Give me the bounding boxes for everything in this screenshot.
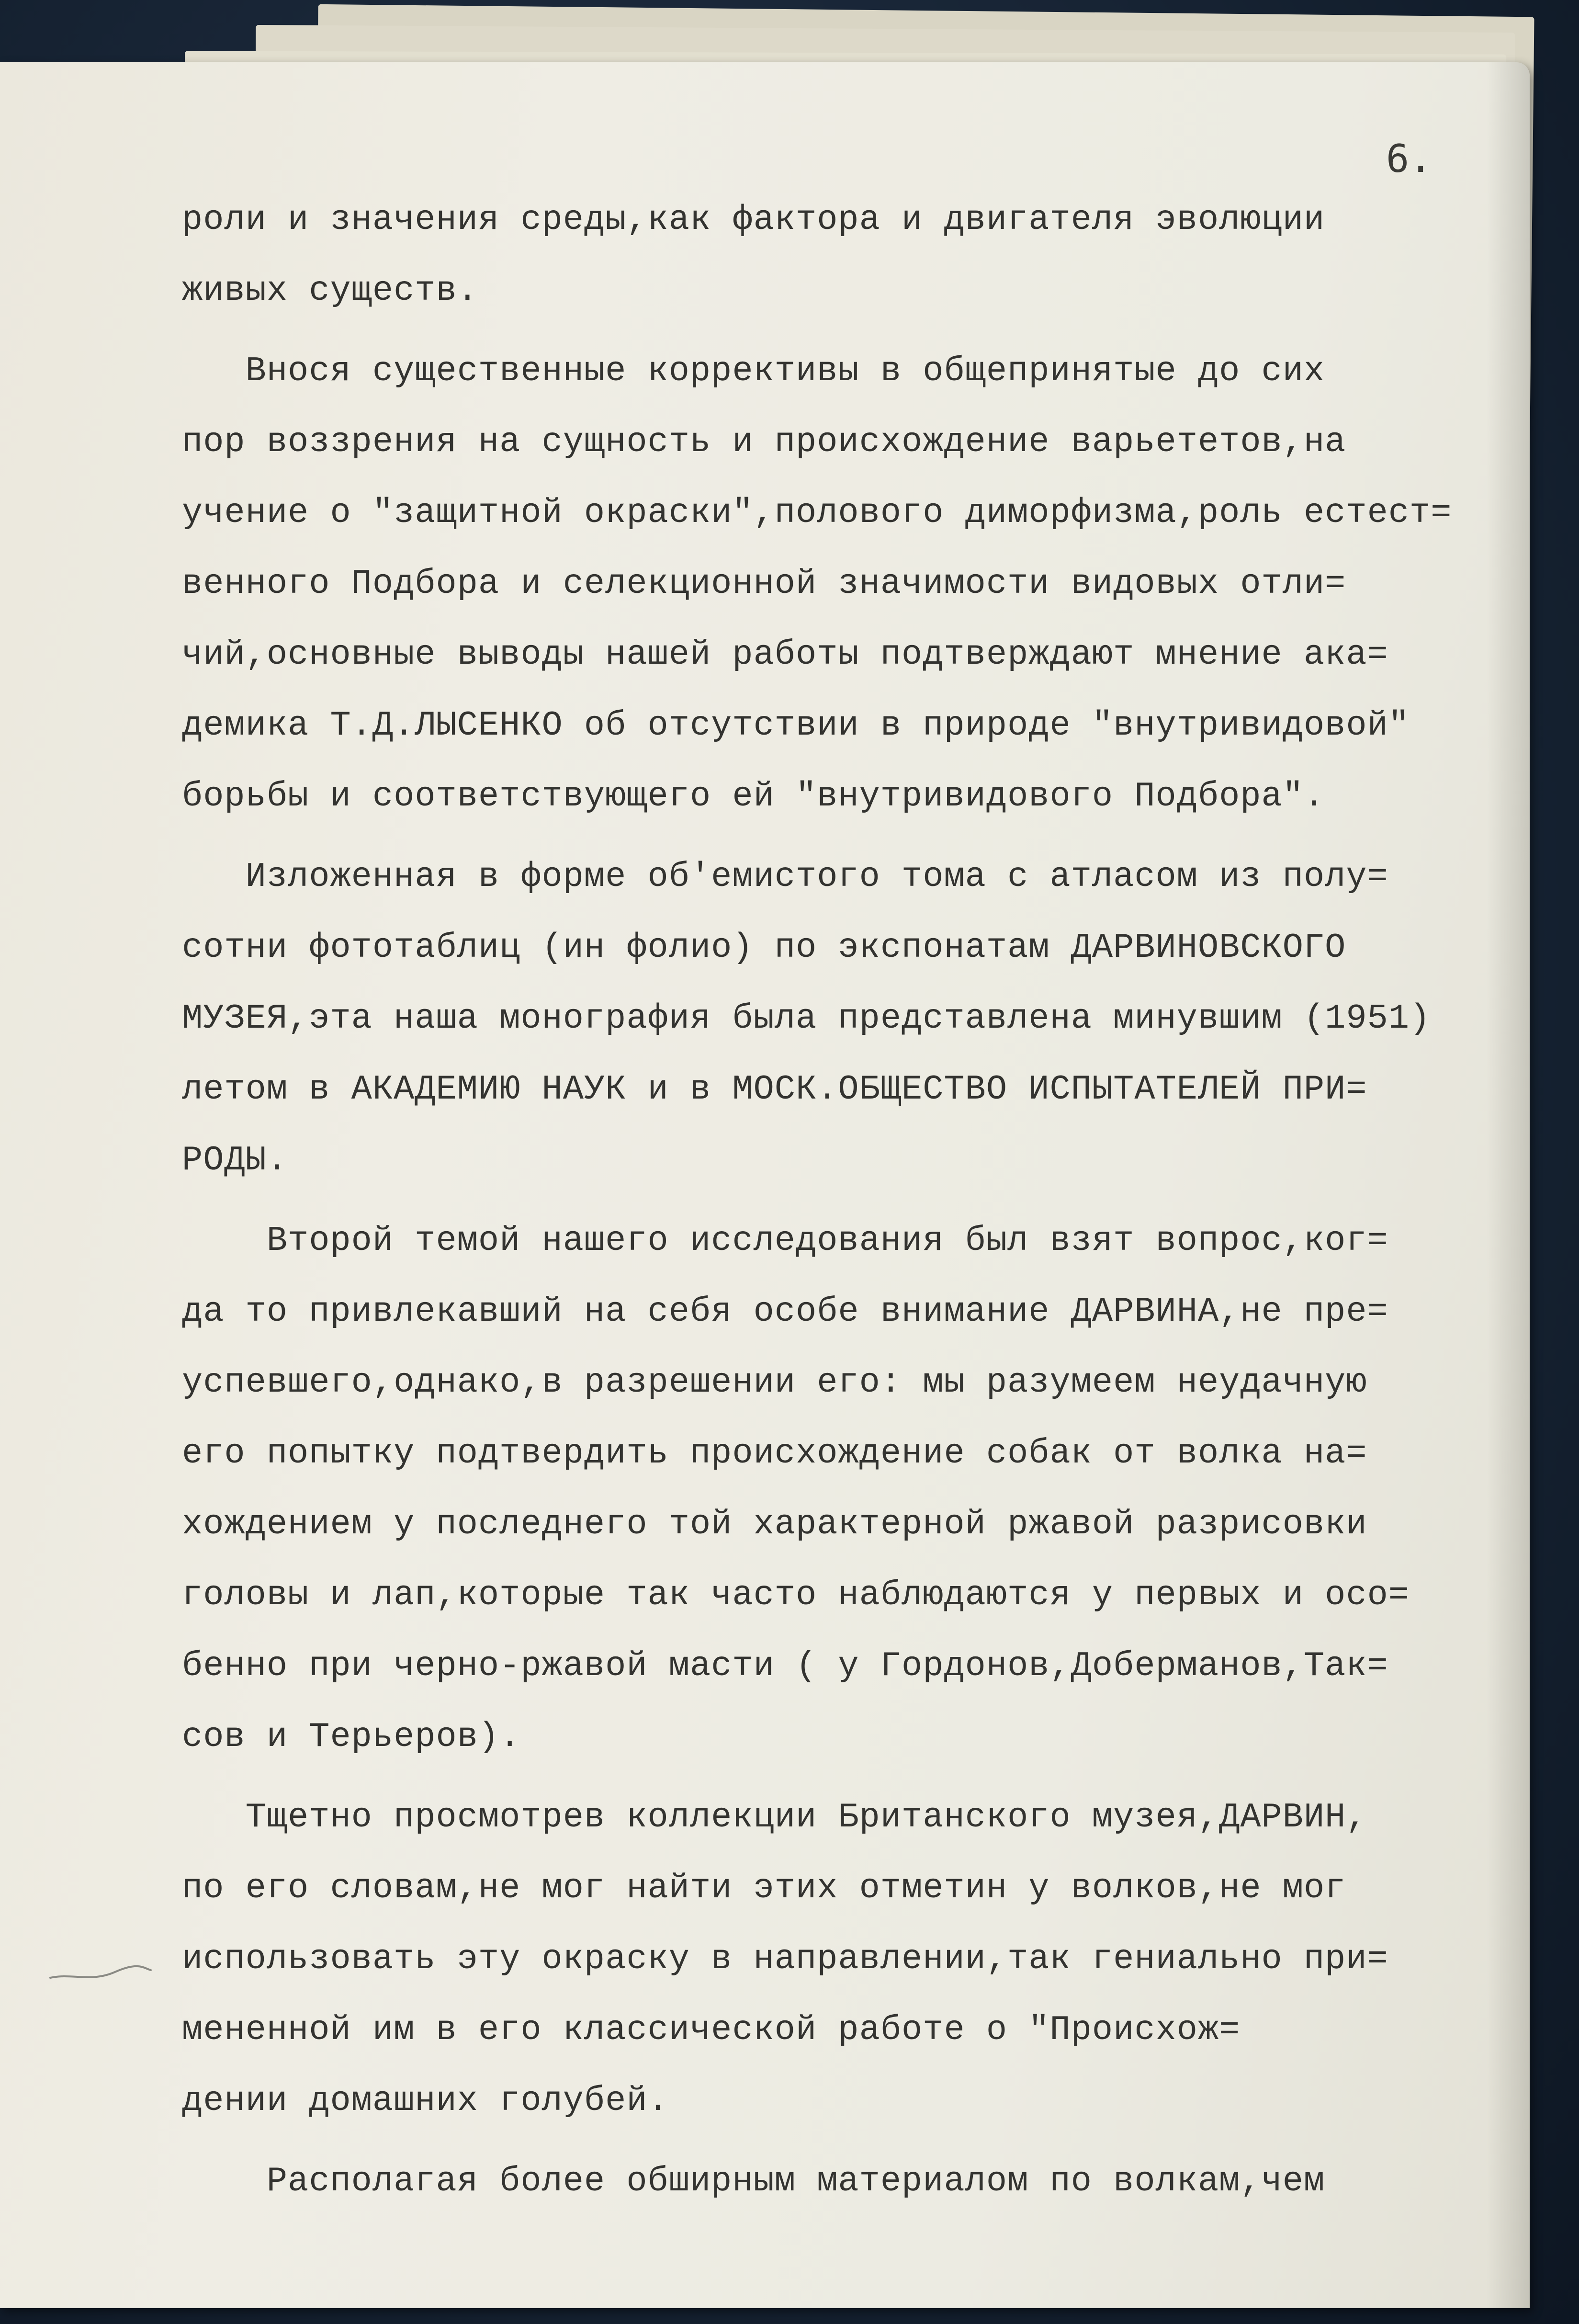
- text-line: да то привлекавший на себя особе внимание ДАРВИНА,не пре=: [182, 1292, 1388, 1331]
- pencil-mark-icon: [48, 1959, 153, 1987]
- text-line: дении домашних голубей.: [182, 2081, 669, 2120]
- text-line: живых существ.: [182, 271, 478, 310]
- page-text: [182, 184, 1499, 2217]
- text-line: учение о "защитной окраски",полового диморфизма,роль естест=: [182, 493, 1452, 533]
- text-line: его попытку подтвердить происхождение собак от волка на=: [182, 1434, 1367, 1473]
- text-line: борьбы и соответствующего ей "внутривидового Подбора".: [182, 777, 1325, 816]
- text-line: демика Т.Д.ЛЫСЕНКО об отсутствии в природе "внутривидовой": [182, 706, 1410, 745]
- text-line: использовать эту окраску в направлении,так гениально при=: [182, 1939, 1388, 1979]
- text-line: мененной им в его классической работе о "Происхож=: [182, 2010, 1241, 2050]
- text-line: Тщетно просмотрев коллекции Британского музея,ДАРВИН,: [182, 1798, 1367, 1837]
- text-line: успевшего,однако,в разрешении его: мы разумеем неудачную: [182, 1363, 1367, 1402]
- text-line: сов и Терьеров).: [182, 1717, 521, 1757]
- text-line: Внося существенные коррективы в общепринятые до сих: [182, 351, 1325, 391]
- text-line: венного Подбора и селекционной значимости видовых отли=: [182, 564, 1346, 603]
- text-line: хождением у последнего той характерной ржавой разрисовки: [182, 1505, 1367, 1544]
- text-line: Располагая более обширным материалом по волкам,чем: [182, 2162, 1325, 2201]
- text-line: МУЗЕЯ,эта наша монография была представлена минувшим (1951): [182, 999, 1431, 1038]
- text-line: бенно при черно-ржавой масти ( у Гордонов,Доберманов,Так=: [182, 1646, 1388, 1686]
- page-number: 6.: [1386, 136, 1432, 181]
- text-line: пор воззрения на сущность и происхождение варьететов,на: [182, 422, 1346, 462]
- text-line: чий,основные выводы нашей работы подтверждают мнение ака=: [182, 635, 1388, 674]
- text-line: Изложенная в форме об'емистого тома с атласом из полу=: [182, 857, 1388, 896]
- text-line: летом в АКАДЕМИЮ НАУК и в МОСК.ОБЩЕСТВО ИСПЫТАТЕЛЕЙ ПРИ=: [182, 1070, 1367, 1109]
- text-line: сотни фототаблиц (ин фолио) по экспонатам ДАРВИНОВСКОГО: [182, 928, 1346, 967]
- text-line: головы и лап,которые так часто наблюдаются у первых и осо=: [182, 1576, 1410, 1615]
- text-line: по его словам,не мог найти этих отметин у волков,не мог: [182, 1869, 1346, 1908]
- text-line: РОДЫ.: [182, 1141, 288, 1180]
- text-line: Второй темой нашего исследования был взят вопрос,ког=: [182, 1221, 1388, 1260]
- text-line: роли и значения среды,как фактора и двигателя эволюции: [182, 200, 1325, 239]
- typewritten-page: [0, 62, 1530, 2308]
